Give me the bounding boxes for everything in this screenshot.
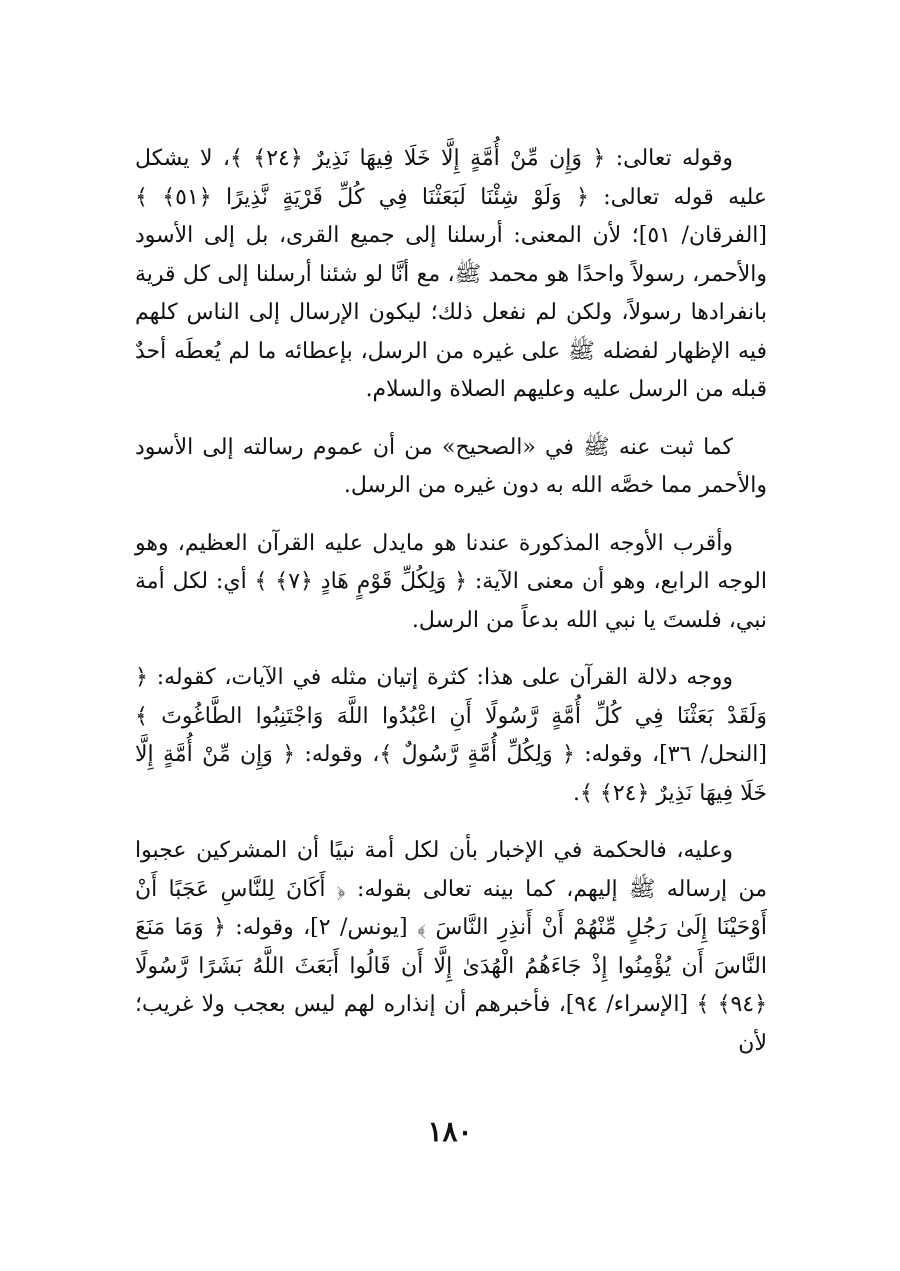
paragraph-1: وقوله تعالى: ﴿ وَإِن مِّنْ أُمَّةٍ إِلَّا خَلَا فِيهَا نَذِيرٌ ﴿٢٤﴾ ﴾، لا يشكل عليه قوله تعالى: ﴿ وَلَوْ شِئْنَا لَبَعَثْنَا فِي كُلِّ قَرْيَةٍ نَّذِيرًا ﴿٥١﴾ ﴾ [الفرقان/ ٥١]؛ لأن المعنى: أرسلنا إلى جميع القرى، بل إلى الأسود والأحمر، رسولاً واحدًا هو محمد ﷺ، مع أنَّا لو شئنا أرسلنا إلى كل قرية بانفرادها رسولاً، ولكن لم نفعل ذلك؛ ليكون الإرسال إلى الناس كلهم فيه الإظهار لفضله ﷺ على غيره من الرسل، بإعطائه ما لم يُعطَه أحدٌ قبله من الرسل عليه وعليهم الصلاة والسلام.	[135, 146, 767, 402]
page-number: ١٨٠	[427, 1115, 473, 1148]
paragraph-5: وعليه، فالحكمة في الإخبار بأن لكل أمة نبيًا أن المشركين عجبوا من إرساله ﷺ إليهم، كما بينه تعالى بقوله: ﴿ أَكَانَ لِلنَّاسِ عَجَبًا أَنْ أَوْحَيْنَا إِلَىٰ رَجُلٍ مِّنْهُمْ أَنْ أَنذِرِ النَّاسَ ﴾ [يونس/ ٢]، وقوله: ﴿ وَمَا مَنَعَ النَّاسَ أَن يُؤْمِنُوا إِذْ جَاءَهُمُ الْهُدَىٰ إِلَّا أَن قَالُوا أَبَعَثَ اللَّهُ بَشَرًا رَّسُولًا ﴿٩٤﴾ ﴾ [الإسراء/ ٩٤]، فأخبرهم أن إنذاره لهم ليس بعجب ولا غريب؛ لأن	[135, 838, 767, 1056]
paragraph-2: كما ثبت عنه ﷺ في «الصحيح» من أن عموم رسالته إلى الأسود والأحمر مما خصَّه الله به دون غيره من الرسل.	[135, 434, 767, 498]
page-body	[135, 140, 767, 1082]
paragraph-4: ووجه دلالة القرآن على هذا: كثرة إتيان مثله في الآيات، كقوله: ﴿ وَلَقَدْ بَعَثْنَا فِي كُلِّ أُمَّةٍ رَّسُولًا أَنِ اعْبُدُوا اللَّهَ وَاجْتَنِبُوا الطَّاغُوتَ ﴾ [النحل/ ٣٦]، وقوله: ﴿ وَلِكُلِّ أُمَّةٍ رَّسُولٌ ﴾، وقوله: ﴿ وَإِن مِّنْ أُمَّةٍ إِلَّا خَلَا فِيهَا نَذِيرٌ ﴿٢٤﴾ ﴾.	[135, 665, 768, 806]
paragraph-3: وأقرب الأوجه المذكورة عندنا هو مايدل عليه القرآن العظيم، وهو الوجه الرابع، وهو أن معنى الآية: ﴿ وَلِكُلِّ قَوْمٍ هَادٍ ﴿٧﴾ ﴾ أي: لكل أمة نبي، فلستَ يا نبي الله بدعاً من الرسل.	[135, 530, 767, 633]
